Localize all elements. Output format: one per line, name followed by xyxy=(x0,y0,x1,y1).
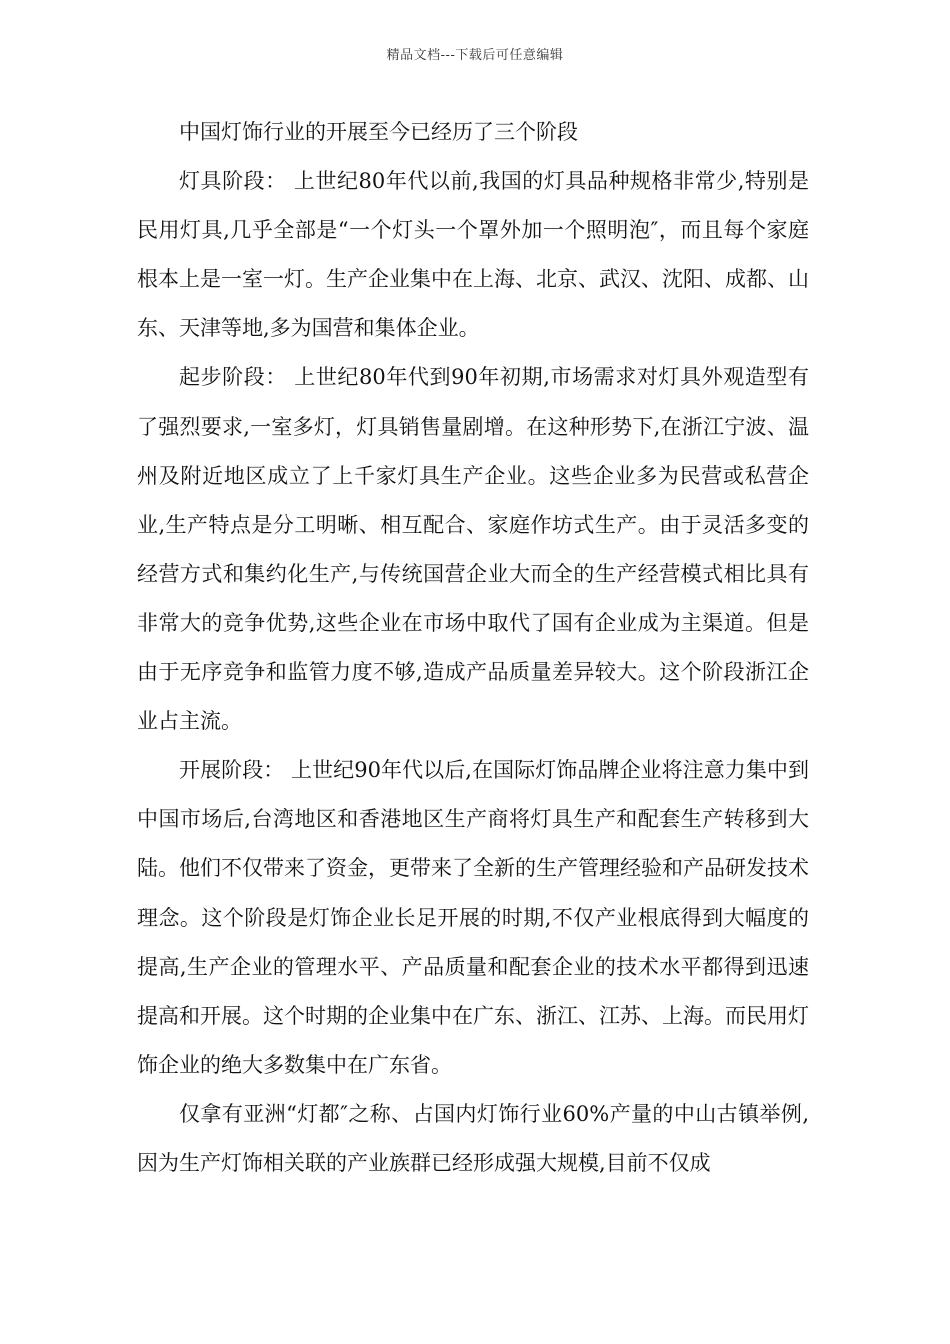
paragraph-guzhen-example: 仅拿有亚洲“灯都″之称、占国内灯饰行业60%产量的中山古镇举例,因为生产灯饰相关联的产业族群已经形成强大规模,目前不仅成 xyxy=(137,1101,809,1175)
section-title: 中国灯饰行业的开展至今已经历了三个阶段 xyxy=(179,120,578,144)
paragraph-development-stage: 开展阶段： 上世纪90年代以后,在国际灯饰品牌企业将注意力集中到中国市场后,台湾地区和香港地区生产商将灯具生产和配套生产转移到大陆。他们不仅带来了资金，更带来了全新的生产管理经验和产品研发技术理念。这个阶段是灯饰企业长足开展的时期,不仅产业根底得到大幅度的提高,生产企业的管理水平、产品质量和配套企业的技术水平都得到迅速提高和开展。这个时期的企业集中在广东、浙江、江苏、上海。而民用灯饰企业的绝大多数集中在广东省。 xyxy=(137,758,809,1077)
page-header: 精品文档---下载后可任意编辑 xyxy=(386,48,564,63)
paragraph-lighting-stage: 灯具阶段： 上世纪80年代以前,我国的灯具品种规格非常少,特别是民用灯具,几乎全部是“一个灯头一个罩外加一个照明泡″，而且每个家庭根本上是一室一灯。生产企业集中在上海、北京、武汉、沈阳、成都、山东、天津等地,多为国营和集体企业。 xyxy=(137,169,809,341)
document-body xyxy=(137,108,809,1188)
paragraph-startup-stage: 起步阶段： 上世纪80年代到90年初期,市场需求对灯具外观造型有了强烈要求,一室多灯，灯具销售量剧增。在这种形势下,在浙江宁波、温州及附近地区成立了上千家灯具生产企业。这些企业多为民营或私营企业,生产特点是分工明晰、相互配合、家庭作坊式生产。由于灵活多变的经营方式和集约化生产,与传统国营企业大而全的生产经营模式相比具有非常大的竞争优势,这些企业在市场中取代了国有企业成为主渠道。但是由于无序竞争和监管力度不够,造成产品质量差异较大。这个阶段浙江企业占主流。 xyxy=(137,365,809,734)
